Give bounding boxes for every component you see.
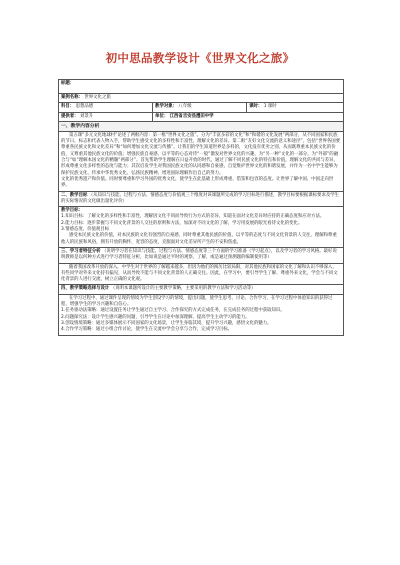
title-row bbox=[59, 80, 344, 94]
section-4-intro: （说明本课题所设计的主要教学策略，主要采用的教学方法和学习活动等） bbox=[110, 286, 256, 292]
objectives-title: 教学目标： bbox=[61, 208, 83, 214]
section-2-intro: （从知识与技能、过程与方法、情感态度与价值观三个维度对该课题所完成的学习目标进行描述，教学目标要根据课标要求及学生的实际情况的文化做出量化评价） bbox=[61, 192, 340, 204]
section-4-heading: 四、教学策略选择与设计 bbox=[61, 286, 110, 292]
section-3-intro: （说明学习者在知识与技能、过程与方法、情感态度等三个方面的学习准备（学习起点），以及学习者的学习风格。最好说明教师是以何种方式进行学习者特征分析，比如说是通过平时的观察、了解，或是通过预测题的编制使用等） bbox=[61, 248, 337, 261]
strategy-text-5: 4.合作学习策略：通过小组合作讨论，使学生在交流中学会分享与合作，完成学习目标。 bbox=[61, 327, 233, 333]
strategy-text-2: 1.任务驱动法策略：通过设置任务让学生通过自主学习、合作探究的方式完成任务，在完成任务的过程中获取知识。 bbox=[61, 308, 285, 314]
section-3-heading: 三、学习者特征分析 bbox=[61, 248, 101, 254]
section-2-heading-row bbox=[59, 191, 344, 207]
section-2-heading: 二、教学目标 bbox=[61, 192, 88, 198]
section-1-heading: 一、教学内容分析 bbox=[59, 121, 344, 131]
objective-values-text: 感受本民族文化的价值，对本民族的文化有强烈的自豪感，同时尊重其他民族的价值，以平等的态度与不同文化背景的人交往，理解和尊重他人的民族和风俗，拥有开放的胸怀，宽容的态度，克服面对文化差异所产生的不安和焦虑。 bbox=[61, 233, 337, 245]
section-3-heading-row bbox=[59, 247, 344, 263]
section-1-body bbox=[59, 131, 344, 191]
hours-value: 1 课时 bbox=[263, 104, 277, 110]
name-row bbox=[59, 94, 344, 103]
author-value: 刘景升 bbox=[79, 113, 94, 119]
page-title: 初中思品教学设计《世界文化之旅》 bbox=[105, 51, 295, 65]
subject-label: 科目： bbox=[61, 104, 75, 110]
strategy-text-4: 3.创设情境策略：通过多媒体展示不同国家的文化场景，让学生身临其境，提升学习兴趣，感悟文化的魅力。 bbox=[61, 320, 272, 326]
grade-label: 教学对象： bbox=[155, 104, 178, 110]
strategy-text-3: 2.问题探究法：设计学生感兴趣的问题，引导学生在讨论中加深理解，提高学生主动学习的能力。 bbox=[61, 314, 250, 320]
objective-values-title: 3.情感态度、价值观目标 bbox=[61, 227, 110, 233]
case-name-value: 世界文化之旅 bbox=[84, 95, 111, 100]
content-analysis-text-2: 文化的优秀遗产和价值。同时要尊重和学习外国的优秀文化，使学生在此基础上形成尊重、借鉴和包容的态度。让世界了解中国、中国走向世界。 bbox=[61, 176, 334, 189]
subject-cell bbox=[59, 103, 153, 112]
author-label: 提供者： bbox=[61, 113, 79, 119]
design-table bbox=[58, 79, 344, 336]
unit-label: 单位： bbox=[155, 113, 169, 119]
objective-ability: 2.能力目标：逐步掌握与不同文化背景的人交往的原则和方法，加深对不同文化的了解，学习用发展的眼光看待文化的变化。 bbox=[61, 220, 303, 226]
grade-value: 八年级 bbox=[178, 104, 192, 110]
subject-value: 思想品德 bbox=[75, 104, 94, 110]
section-4-body bbox=[59, 294, 344, 335]
grade-cell bbox=[153, 103, 247, 112]
learner-analysis-text: 随着我国改革开放的深入，中学生对于世界的了解越来越多，但因为他们的阅历比较局限，对其他民族和国家的文化了解和认识不够深入，有些同学对外来文化持有偏见，从而导致不能与不同文化背景的人正确交往。因此，在学习中，要引导学生了解、尊重外来文化，学会与不同文化背景的人进行交流，树立正确的文化观。 bbox=[61, 264, 338, 283]
hours-cell bbox=[247, 103, 344, 112]
hours-label: 课时： bbox=[249, 104, 263, 110]
author-cell bbox=[59, 112, 153, 121]
section-2-body bbox=[59, 207, 344, 248]
content-analysis-text: 第五课“多元文化地球村”论述了两框内容：第一框“世界文化之旅”。分为“丰富多彩的文化”和“和谐的文化发展”两部分，从不同国家和民族的节日、标志和代表人物入手，帮助学生感受文化的多样性和丰富性，理解文化的差异。第二框“友好文化交流的意义和途径”，包括“世界各国要尊重各民族文化和文化差异”和“如何增加文化交流与传播”。让我们的学生知道世界是多样的，文化没有优劣之别，从而既尊重本民族文化的价值，又尊重其他民族文化的价值；增强民族自豪感，以平等的心态对待“一般”激发对世界文化的兴趣，为“另一种”文化的一部分。为“外部”的融合与“如”理解本国文化的精髓“两部分”。首先帮助学生理解在日益开放的时代，通过了解不同民族文化的特点和价值，理解文化的共同与差异，形成尊重文化多样性的态度与能力；其次启发学生对我国民族文化的认同感和自豪感，自觉维护世界文化的和谐发展，并作为一名中学生能够为保护民族文化、传承中华优秀文化、弘扬民族精神、增进国际理解作出自己的努力。 bbox=[61, 132, 341, 176]
objective-knowledge: 1.知识目标：了解文化的多样性和丰富性，理解因文化不同而导致行为方式的差异，知道在面对文化差异时应持的正确态度和应对方法。 bbox=[61, 214, 325, 220]
section-4-heading-row bbox=[59, 285, 344, 294]
case-name-label: 案例名称： bbox=[61, 95, 83, 100]
title-label: 标题： bbox=[61, 81, 75, 86]
strategy-text-1: 在学习过程中，通过课件呈现的情境为学生创设学习的情境，提出问题，使学生思考、讨论、合作学习，在学习过程中体验知识的获得过程，增强学生的学习兴趣和自信心。 bbox=[61, 295, 333, 308]
unit-cell bbox=[153, 112, 344, 121]
section-3-body bbox=[59, 263, 344, 285]
unit-value: 江西省吉安县澧田中学 bbox=[169, 113, 214, 119]
